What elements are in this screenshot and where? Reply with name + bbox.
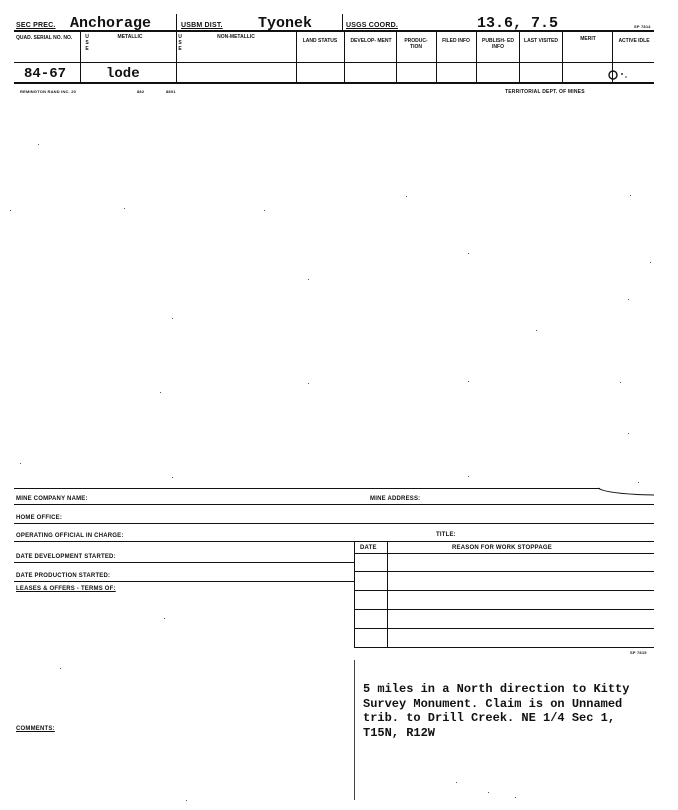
leases-offers-label: LEASES & OFFERS - TERMS OF: [16,586,116,592]
header-divider [176,14,177,30]
col-divider [562,31,563,82]
col-divider [519,31,520,82]
col-metallic: METALLIC [117,34,143,40]
serial-value: 84-67 [24,66,67,82]
scan-speck [60,668,61,669]
rule [14,541,654,542]
usgs-coord-label: USGS COORD. [346,22,398,29]
date-col-header: DATE [360,545,377,551]
table-divider [354,541,355,647]
corner-curl [596,480,656,500]
scan-speck [20,463,21,464]
usbm-dist-value: Tyonek [258,15,313,32]
scan-speck [308,383,309,384]
row-bottom-rule [14,82,654,84]
printer-code-2: 8801 [166,89,176,94]
usgs-coord-value: 13.6, 7.5 [477,15,559,32]
scan-speck [620,382,621,383]
mine-company-label: MINE COMPANY NAME: [16,496,88,502]
rule [14,581,354,582]
col-land-status: LAND STATUS [302,38,338,44]
scan-speck [536,330,537,331]
col-non-metallic: NON-METALLIC [217,34,255,40]
comment-divider [354,660,355,800]
table-divider [387,541,388,647]
col-use-nonmetallic: U S E [178,34,182,52]
col-last-visited: LAST VISITED [524,38,558,44]
metallic-value: lode [106,66,140,82]
scan-speck [264,210,265,211]
comment-text: 5 miles in a North direction to Kitty Survey Monument. Claim is on Unnamed trib. to Drill Creek. NE 1/4 Sec 1, T15N, R12W [363,682,630,740]
sec-prec-label: SEC PREC. [16,22,56,29]
scan-speck [456,782,457,783]
scan-speck [468,253,469,254]
printer-code-1: 882 [137,89,145,94]
date-development-label: DATE DEVELOPMENT STARTED: [16,554,116,560]
col-filed-info: FILED INFO [442,38,470,44]
scan-speck [406,196,407,197]
col-production: PRODUC- TION [404,38,428,50]
scan-speck [164,618,165,619]
date-production-label: DATE PRODUCTION STARTED: [16,573,111,579]
rule [14,562,354,563]
col-use-metallic: U S E [85,34,89,52]
home-office-label: HOME OFFICE: [16,515,63,521]
lower-form-top-rule [14,488,600,489]
col-active-idle: ACTIVE IDLE [618,38,650,44]
form-code-top: SP 7814 [634,24,651,29]
header-divider [342,14,343,30]
active-idle-mark [608,69,630,81]
scan-speck [172,318,173,319]
rule [14,504,654,505]
col-development: DEVELOP- MENT [350,38,392,44]
col-divider [176,31,177,82]
col-divider [296,31,297,82]
column-header-bottom-rule [14,62,654,63]
reason-col-header: REASON FOR WORK STOPPAGE [452,545,552,551]
col-divider [436,31,437,82]
usbm-dist-label: USBM DIST. [181,22,223,29]
scan-speck [650,262,651,263]
col-divider [396,31,397,82]
col-quad-serial: QUAD. SERIAL NO. NO. [16,35,73,41]
rule [354,571,654,572]
rule [354,590,654,591]
scan-speck [10,210,11,211]
scan-speck [488,792,489,793]
rule [14,523,654,524]
title-label: TITLE: [436,532,456,538]
scan-speck [124,208,125,209]
rule [354,628,654,629]
form-code-bottom: SP 7815 [630,650,647,655]
scan-speck [160,392,161,393]
scan-speck [468,476,469,477]
scan-speck [628,433,629,434]
col-divider [344,31,345,82]
col-published-info: PUBLISH- ED INFO [482,38,514,50]
comments-label: COMMENTS: [16,726,55,732]
mine-address-label: MINE ADDRESS: [370,496,421,502]
rule [354,553,654,554]
scan-speck [38,144,39,145]
col-merit: MERIT [580,36,596,42]
col-divider [476,31,477,82]
scan-speck [515,797,516,798]
scan-speck [308,279,309,280]
scan-speck [630,195,631,196]
dept-label: TERRITORIAL DEPT. OF MINES [505,89,585,95]
scan-speck [186,800,187,801]
scan-speck [172,477,173,478]
rule [354,609,654,610]
sec-prec-value: Anchorage [70,15,152,32]
rule [354,647,654,648]
printer-label: REMINGTON RAND INC. 20 [20,89,77,94]
scan-speck [468,381,469,382]
scan-speck [628,299,629,300]
col-divider [80,31,81,82]
operating-official-label: OPERATING OFFICIAL IN CHARGE: [16,533,124,539]
